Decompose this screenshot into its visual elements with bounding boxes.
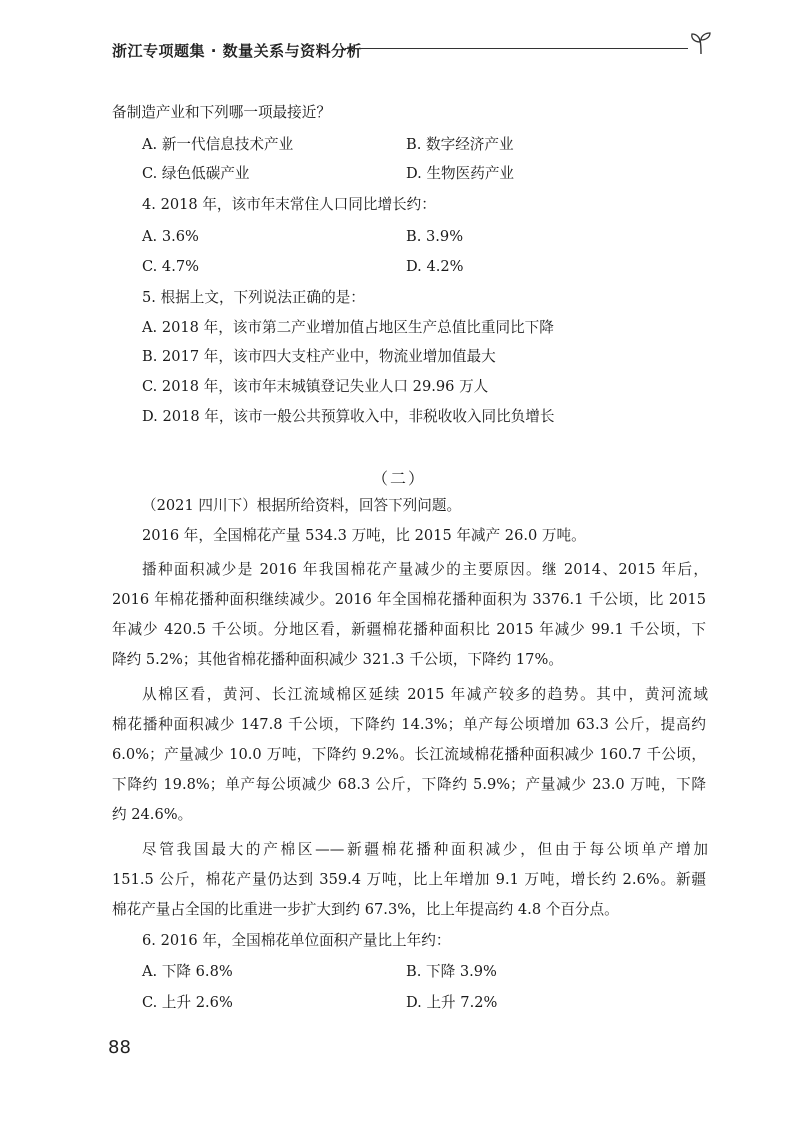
paragraph-3-line: 从棉区看，黄河、长江流域棉区延续 2015 年减产较多的趋势。其中，黄河流域 [142,686,708,703]
option-a: A. 新一代信息技术产业 [142,136,294,153]
option-c: C. 绿色低碳产业 [142,165,250,182]
q5-option-a: A. 2018 年，该市第二产业增加值占地区生产总值比重同比下降 [142,319,554,336]
paragraph-2-line: 播种面积减少是 2016 年我国棉花产量减少的主要原因。继 2014、2015 年后， [142,561,708,578]
paragraph-4-line: 151.5 公斤，棉花产量仍达到 359.4 万吨，比上年增加 9.1 万吨，增长约 2.6%。新疆 [112,871,706,888]
paragraph-4-line: 棉花产量占全国的比重进一步扩大到约 67.3%，比上年提高约 4.8 个百分点。 [112,901,619,918]
header-title: 浙江专项题集 · 数量关系与资料分析 [112,42,363,60]
paragraph-2-line: 降约 5.2%；其他省棉花播种面积减少 321.3 千公顷，下降约 17%。 [112,651,563,668]
q5-option-c: C. 2018 年，该市年末城镇登记失业人口 29.96 万人 [142,378,489,395]
q4-option-a: A. 3.6% [142,228,199,245]
q5-option-d: D. 2018 年，该市一般公共预算收入中，非税收收入同比负增长 [142,408,555,425]
q6-option-b: B. 下降 3.9% [406,963,497,980]
option-d: D. 生物医药产业 [406,165,515,182]
paragraph-3-line: 6.0%；产量减少 10.0 万吨，下降约 9.2%。长江流域棉花播种面积减少 160.7 千公顷， [112,746,706,763]
running-header [0,0,800,80]
option-b: B. 数字经济产业 [406,136,514,153]
question-stem-tail: 备制造产业和下列哪一项最接近？ [112,104,331,121]
page-number: 88 [108,1037,131,1058]
paragraph-4-line: 尽管我国最大的产棉区——新疆棉花播种面积减少，但由于每公顷单产增加 [142,841,708,858]
q4-option-b: B. 3.9% [406,228,464,245]
section-intro: （2021 四川下）根据所给资料，回答下列问题。 [142,497,462,514]
section-heading: （二） [372,469,427,488]
q4-option-d: D. 4.2% [406,258,464,275]
q6-option-c: C. 上升 2.6% [142,994,233,1011]
paragraph-3-line: 下降约 19.8%；单产每公顷减少 68.3 公斤，下降约 5.9%；产量减少 23.0 万吨，下降 [112,776,706,793]
question-6-stem: 6. 2016 年，全国棉花单位面积产量比上年约： [142,932,451,949]
q6-option-d: D. 上升 7.2% [406,994,498,1011]
paragraph-3-line: 棉花播种面积减少 147.8 千公顷，下降约 14.3%；单产每公顷增加 63.3 公斤，提高约 [112,716,706,733]
paragraph-2-line: 2016 年棉花播种面积继续减少。2016 年全国棉花播种面积为 3376.1 千公顷，比 2015 [112,591,706,608]
paragraph-1: 2016 年，全国棉花产量 534.3 万吨，比 2015 年减产 26.0 万吨。 [142,527,586,544]
sprout-icon [688,30,714,56]
q5-option-b: B. 2017 年，该市四大支柱产业中，物流业增加值最大 [142,348,496,365]
q4-option-c: C. 4.7% [142,258,199,275]
header-rule [345,48,688,49]
paragraph-2-line: 年减少 420.5 千公顷。分地区看，新疆棉花播种面积比 2015 年减少 99.1 千公顷，下 [112,621,706,638]
question-5-stem: 5. 根据上文，下列说法正确的是： [142,289,365,306]
question-4-stem: 4. 2018 年，该市年末常住人口同比增长约： [142,196,436,213]
q6-option-a: A. 下降 6.8% [142,963,233,980]
paragraph-3-line: 约 24.6%。 [112,806,193,823]
